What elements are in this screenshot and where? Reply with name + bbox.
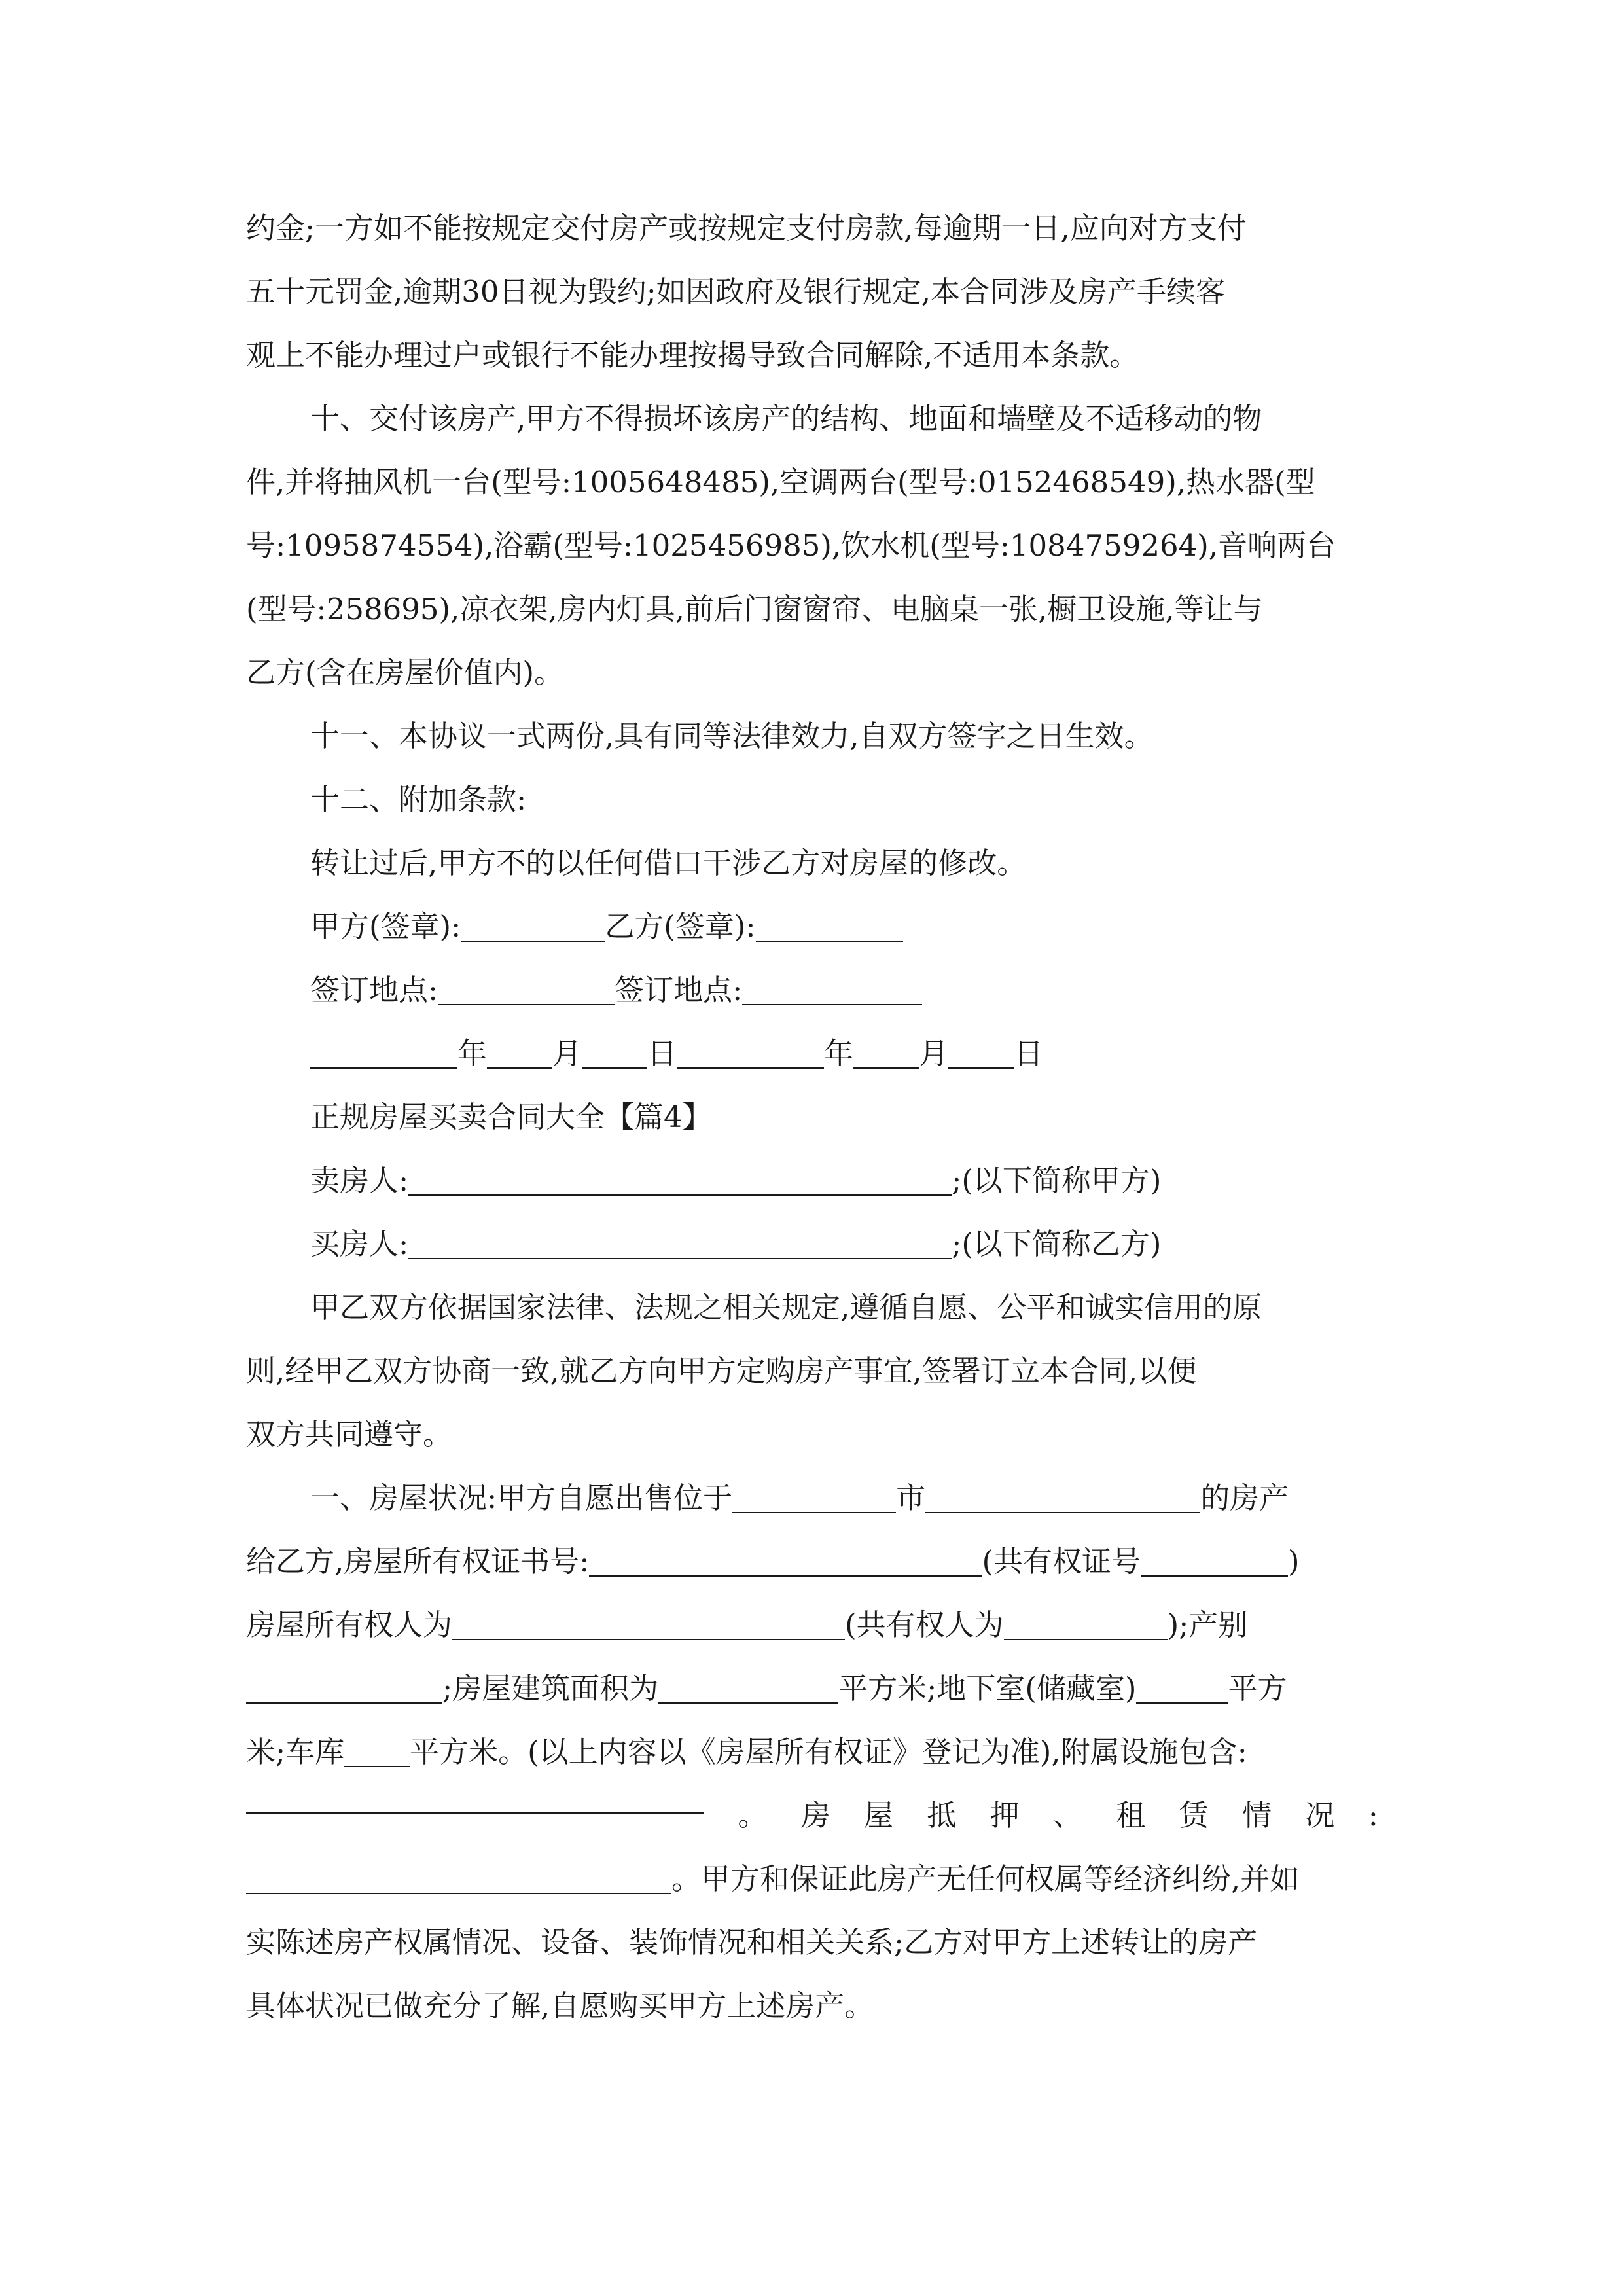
- garage-area-blank: [344, 1737, 410, 1767]
- clause-1-text: ): [1288, 1544, 1300, 1579]
- clause-1-line: [246, 1657, 1378, 1720]
- clause-1-char: 况: [1305, 1798, 1335, 1833]
- property-type-blank: [246, 1674, 442, 1704]
- paragraph-line: 约金;一方如不能按规定交付房产或按规定支付房款,每逾期一日,应向对方支付: [246, 211, 1247, 245]
- intro-line: 则,经甲乙双方协商一致,就乙方向甲方定购房产事宜,签署订立本合同,以便: [246, 1354, 1197, 1388]
- co-owner-blank: [1004, 1610, 1168, 1640]
- clause-1-line: [246, 1720, 1378, 1784]
- clause-1-text: 房屋所有权人为: [246, 1607, 453, 1642]
- clause-10-line: 件,并将抽风机一台(型号:1005648485),空调两台(型号:0152468549),热水器(型: [246, 465, 1315, 499]
- day-blank: [582, 1039, 647, 1069]
- intro-line: 双方共同遵守。: [246, 1417, 453, 1452]
- clause-10-line: 号:1095874554),浴霸(型号:1025456985),饮水机(型号:1084759264),音响两台: [246, 528, 1336, 563]
- clause-1-char: 屋: [864, 1798, 894, 1833]
- city-blank: [732, 1483, 896, 1513]
- clause-1-text: 给乙方,房屋所有权证书号:: [246, 1544, 590, 1579]
- party-a-place-blank: [438, 975, 615, 1005]
- basement-area-blank: [1136, 1674, 1228, 1704]
- year-label: 年: [457, 1036, 488, 1071]
- clause-1-char: 情: [1242, 1798, 1272, 1833]
- paragraph-line: 五十元罚金,逾期30日视为毁约;如因政府及银行规定,本合同涉及房产手续客: [246, 274, 1226, 309]
- month-label: 月: [552, 1036, 582, 1071]
- year-blank: [677, 1039, 824, 1069]
- paragraph-line: 观上不能办理过户或银行不能办理按揭导致合同解除,不适用本条款。: [246, 338, 1139, 372]
- clause-10-line: 十、交付该房产,甲方不得损坏该房产的结构、地面和墙壁及不适移动的物: [310, 401, 1262, 436]
- owner-blank: [452, 1610, 845, 1640]
- signing-date-row: [246, 1022, 1378, 1085]
- clause-10-line: (型号:258695),凉衣架,房内灯具,前后门窗窗帘、电脑桌一张,橱卫设施,等让与: [246, 592, 1263, 626]
- intro-line: 甲乙双方依据国家法律、法规之相关规定,遵循自愿、公平和诚实信用的原: [310, 1290, 1262, 1325]
- clause-1-char: 。: [738, 1798, 768, 1833]
- document-body: [246, 196, 1378, 2037]
- party-b-place-blank: [742, 975, 922, 1005]
- day-label: 日: [1014, 1036, 1044, 1071]
- month-blank: [853, 1039, 919, 1069]
- clause-1-line: 具体状况已做充分了解,自愿购买甲方上述房产。: [246, 1988, 874, 2023]
- party-a-signature-blank: [461, 912, 605, 942]
- clause-1-line: 实陈述房产权属情况、设备、装饰情况和相关关系;乙方对甲方上述转让的房产: [246, 1925, 1258, 1960]
- building-area-blank: [658, 1674, 838, 1704]
- clause-1-text: 米;车库: [246, 1734, 345, 1769]
- clause-1-text: 平方米。(以上内容以《房屋所有权证》登记为准),附属设施包含:: [410, 1734, 1247, 1769]
- clause-1-char: 房: [800, 1798, 830, 1833]
- certificate-number-blank: [589, 1547, 982, 1577]
- clause-1-text: 市: [896, 1480, 926, 1515]
- party-b-place-label: 签订地点:: [615, 973, 743, 1007]
- month-blank: [487, 1039, 552, 1069]
- party-b-signature-label: 乙方(签章):: [605, 909, 756, 944]
- clause-1-text: (共有权证号: [982, 1544, 1141, 1579]
- party-b-signature-blank: [756, 912, 903, 942]
- mortgage-lease-blank: [246, 1864, 671, 1894]
- clause-1-line: [246, 1466, 1378, 1530]
- clause-1-text: (共有权人为: [845, 1607, 1004, 1642]
- address-blank: [925, 1483, 1200, 1513]
- clause-11: 十一、本协议一式两份,具有同等法律效力,自双方签字之日生效。: [310, 719, 1154, 753]
- clause-1-line: [246, 1847, 1378, 1910]
- clause-12-text: 转让过后,甲方不的以任何借口干涉乙方对房屋的修改。: [310, 846, 1027, 880]
- clause-1-text: 平方米;地下室(储藏室): [838, 1671, 1137, 1706]
- clause-1-char: 、: [1053, 1798, 1083, 1833]
- signing-place-row: [246, 958, 1378, 1022]
- facilities-blank: [246, 1784, 704, 1814]
- month-label: 月: [919, 1036, 949, 1071]
- clause-1-char: 赁: [1179, 1798, 1209, 1833]
- seller-suffix: ;(以下简称甲方): [952, 1163, 1162, 1198]
- seller-blank: [408, 1166, 952, 1196]
- clause-1-text: ;房屋建筑面积为: [442, 1671, 659, 1706]
- clause-1-char: :: [1368, 1798, 1378, 1833]
- buyer-label: 买房人:: [310, 1227, 409, 1261]
- co-ownership-number-blank: [1141, 1547, 1288, 1577]
- clause-10-line: 乙方(含在房屋价值内)。: [246, 655, 564, 690]
- clause-12-title: 十二、附加条款:: [310, 782, 527, 817]
- clause-1-line: [246, 1784, 1378, 1847]
- seller-label: 卖房人:: [310, 1163, 409, 1198]
- clause-1-line: [246, 1593, 1378, 1657]
- year-label: 年: [824, 1036, 854, 1071]
- party-a-place-label: 签订地点:: [310, 973, 438, 1007]
- buyer-row: [246, 1212, 1378, 1276]
- clause-1-text: );产别: [1167, 1607, 1248, 1642]
- clause-1-text: 。甲方和保证此房产无任何权属等经济纠纷,并如: [671, 1861, 1300, 1896]
- buyer-suffix: ;(以下简称乙方): [952, 1227, 1162, 1261]
- day-blank: [948, 1039, 1014, 1069]
- clause-1-text: 的房产: [1200, 1480, 1289, 1515]
- buyer-blank: [408, 1229, 952, 1259]
- section-title: 正规房屋买卖合同大全【篇4】: [310, 1100, 712, 1134]
- seller-row: [246, 1149, 1378, 1212]
- clause-1-line: [246, 1530, 1378, 1593]
- clause-1-char: 抵: [927, 1798, 957, 1833]
- day-label: 日: [647, 1036, 677, 1071]
- clause-1-char: 押: [990, 1798, 1020, 1833]
- clause-1-char: 租: [1116, 1798, 1146, 1833]
- year-blank: [310, 1039, 457, 1069]
- clause-1-text: 一、房屋状况:甲方自愿出售位于: [310, 1480, 733, 1515]
- clause-1-text: 平方: [1228, 1671, 1287, 1706]
- signature-row: [246, 895, 1378, 958]
- party-a-signature-label: 甲方(签章):: [310, 909, 461, 944]
